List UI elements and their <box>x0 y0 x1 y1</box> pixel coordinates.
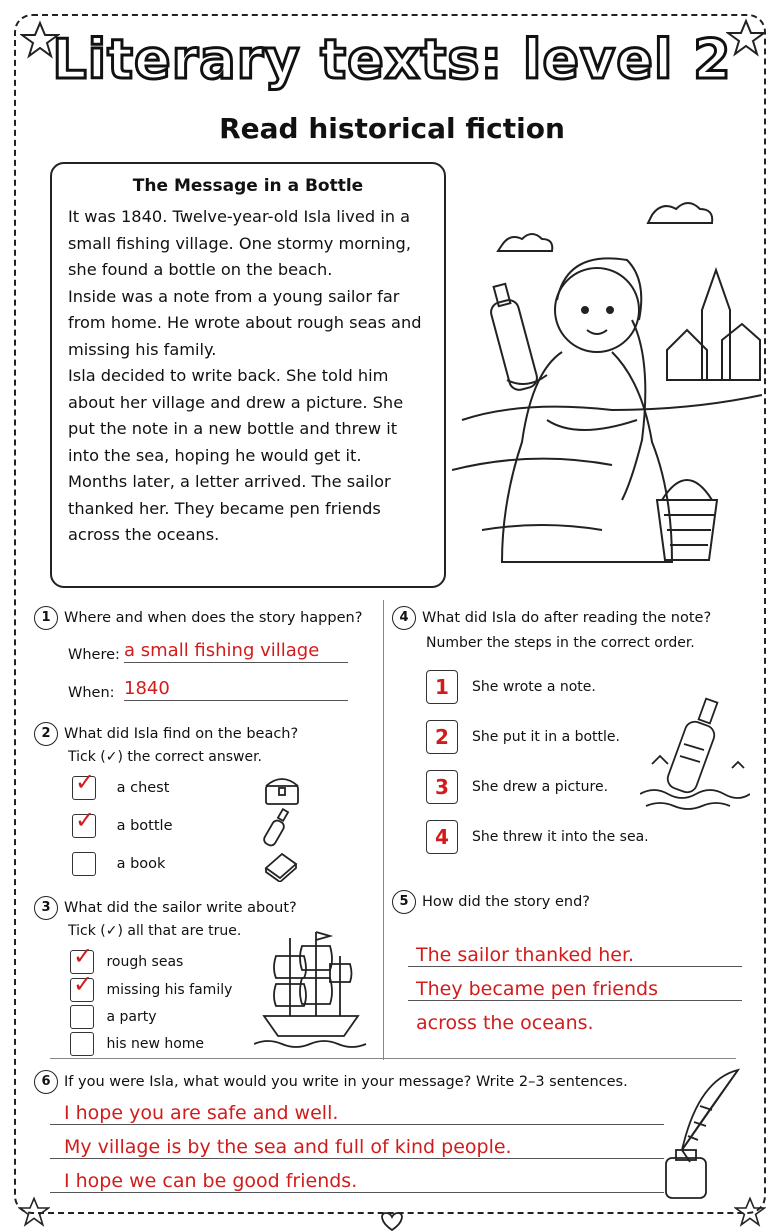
page-subtitle: Read historical fiction <box>219 112 565 145</box>
question-4 <box>392 606 752 630</box>
option-row <box>70 1005 156 1029</box>
girl-with-bottle-illustration <box>452 170 762 590</box>
question-number: 1 <box>34 606 58 630</box>
question-text: What did Isla find on the beach? <box>64 726 299 742</box>
question-instruction: Tick (✓) the correct answer. <box>68 749 262 765</box>
question-text: If you were Isla, what would you write in your message? Write 2–3 sentences. <box>64 1074 628 1090</box>
question-1 <box>34 606 374 630</box>
quill-and-ink-icon <box>660 1066 746 1206</box>
option-label: his new home <box>106 1036 205 1052</box>
option-label: rough seas <box>106 954 184 970</box>
option-label: a party <box>106 1009 157 1025</box>
step-number-box[interactable]: 3 <box>426 770 458 804</box>
question-instruction: Tick (✓) all that are true. <box>68 923 242 939</box>
section-divider <box>50 1058 736 1059</box>
where-label: Where: <box>68 647 120 663</box>
answer-line: across the oceans. <box>416 1012 594 1034</box>
bottle-in-sea-icon <box>640 694 750 812</box>
question-number: 3 <box>34 896 58 920</box>
option-row <box>70 1032 204 1056</box>
option-label: a book <box>116 856 166 872</box>
where-answer-field[interactable]: a small fishing village <box>124 640 348 663</box>
chest-icon <box>262 774 302 806</box>
question-text: What did the sailor write about? <box>64 900 297 916</box>
option-label: a bottle <box>116 818 173 834</box>
book-icon <box>262 848 300 882</box>
question-text: How did the story end? <box>422 894 590 910</box>
option-row <box>72 852 165 876</box>
sailing-ship-icon <box>254 926 368 1050</box>
story-paragraph: Inside was a note from a young sailor far from home. He wrote about rough seas and missing his family. <box>68 286 422 359</box>
answer-line[interactable]: I hope you are safe and well. <box>50 1102 664 1125</box>
option-checkbox[interactable] <box>70 1005 94 1029</box>
when-answer-field[interactable]: 1840 <box>124 678 348 701</box>
story-paragraph: Isla decided to write back. She told him about her village and drew a picture. She put the note in a new bottle and threw it into the sea, hoping he would get it. <box>68 366 404 465</box>
option-checkbox[interactable] <box>72 814 96 838</box>
question-text: What did Isla do after reading the note? <box>422 610 712 626</box>
step-text: She wrote a note. <box>472 679 596 695</box>
answer-line[interactable]: I hope we can be good friends. <box>50 1170 664 1193</box>
question-5 <box>392 890 752 914</box>
step-text: She drew a picture. <box>472 779 609 795</box>
answer-line[interactable]: My village is by the sea and full of kind people. <box>50 1136 664 1159</box>
story-paragraph: Months later, a letter arrived. The sailor thanked her. They became pen friends across the oceans. <box>68 472 391 544</box>
when-label: When: <box>68 685 115 701</box>
option-label: a chest <box>116 780 170 796</box>
question-6 <box>34 1070 674 1094</box>
option-checkbox[interactable] <box>70 978 94 1002</box>
question-2 <box>34 722 374 746</box>
column-divider <box>383 600 384 1060</box>
question-number: 2 <box>34 722 58 746</box>
step-number-box[interactable]: 2 <box>426 720 458 754</box>
step-number-box[interactable]: 1 <box>426 670 458 704</box>
option-checkbox[interactable] <box>72 776 96 800</box>
story-title: The Message in a Bottle <box>132 176 364 196</box>
option-checkbox[interactable] <box>70 1032 94 1056</box>
option-checkbox[interactable] <box>72 852 96 876</box>
question-3 <box>34 896 374 920</box>
option-row <box>72 776 169 800</box>
heart-icon <box>378 1210 406 1232</box>
question-number: 4 <box>392 606 416 630</box>
story-paragraph: It was 1840. Twelve-year-old Isla lived in a small fishing village. One stormy morning, she found a bottle on the beach. <box>68 207 411 279</box>
option-row <box>72 814 173 838</box>
story-box <box>50 162 446 588</box>
star-icon <box>18 1196 50 1228</box>
option-row <box>70 978 232 1002</box>
step-text: She threw it into the sea. <box>472 829 649 845</box>
page-title: Literary texts: level 2 <box>52 28 732 91</box>
step-text: She put it in a bottle. <box>472 729 620 745</box>
question-number: 6 <box>34 1070 58 1094</box>
question-instruction: Number the steps in the correct order. <box>426 635 695 651</box>
step-number-box[interactable]: 4 <box>426 820 458 854</box>
question-text: Where and when does the story happen? <box>64 610 363 626</box>
answer-line[interactable]: The sailor thanked her. <box>408 944 742 967</box>
option-label: missing his family <box>106 982 233 998</box>
bottle-icon <box>262 808 298 848</box>
question-number: 5 <box>392 890 416 914</box>
answer-line[interactable]: They became pen friends <box>408 978 742 1001</box>
